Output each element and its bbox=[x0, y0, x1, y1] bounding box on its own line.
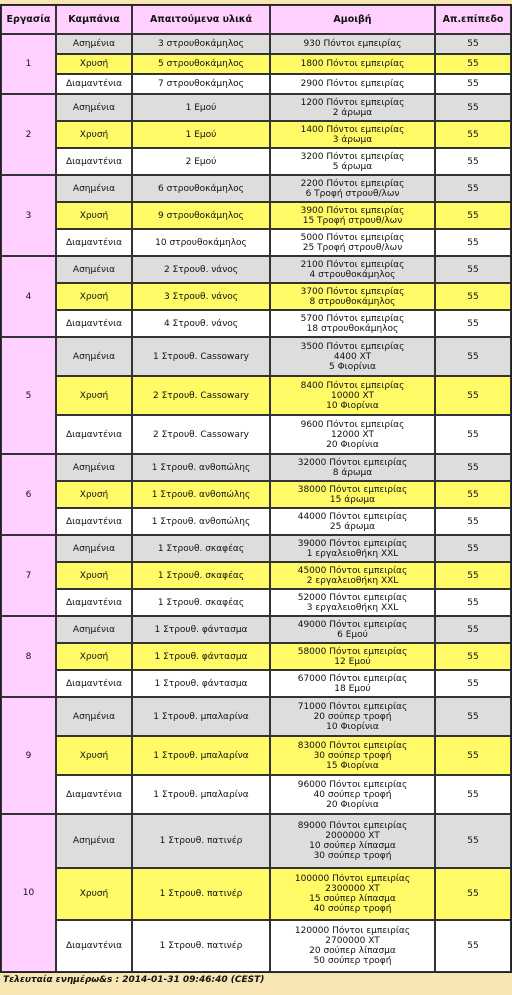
reward-cell bbox=[270, 148, 435, 175]
campaign-cell: Ασημένια bbox=[56, 535, 132, 562]
campaign-cell: Διαμαντένια bbox=[56, 229, 132, 256]
materials-cell: 2 Στρουθ. Cassowary bbox=[132, 415, 270, 454]
campaign-cell: Ασημένια bbox=[56, 814, 132, 868]
reward-cell bbox=[270, 454, 435, 481]
reward-line: 2300000 XT bbox=[325, 884, 380, 894]
campaign-cell: Διαμαντένια bbox=[56, 920, 132, 972]
reward-line: 9600 Πόντοι εμπειρίας bbox=[300, 419, 405, 430]
table-row bbox=[1, 736, 511, 775]
materials-cell: 1 Στρουθ. φάντασμα bbox=[132, 643, 270, 670]
campaign-cell: Χρυσή bbox=[56, 376, 132, 415]
reward-line: 15 Φιορίνια bbox=[326, 760, 379, 771]
table-row bbox=[1, 202, 511, 229]
campaign-cell: Χρυσή bbox=[56, 283, 132, 310]
campaign-cell: Διαμαντένια bbox=[56, 415, 132, 454]
materials-cell: 1 Στρουθ. φάντασμα bbox=[132, 616, 270, 643]
table-row bbox=[1, 34, 511, 54]
reward-line: 2700000 XT bbox=[325, 936, 380, 946]
reward-line: 10000 XT bbox=[331, 390, 374, 401]
campaign-cell: Διαμαντένια bbox=[56, 775, 132, 814]
campaign-cell: Ασημένια bbox=[56, 454, 132, 481]
materials-cell: 1 Στρουθ. Cassowary bbox=[132, 337, 270, 376]
tasks-table bbox=[0, 4, 512, 973]
reward-cell bbox=[270, 415, 435, 454]
reward-cell bbox=[270, 121, 435, 148]
level-cell: 55 bbox=[435, 868, 511, 920]
materials-cell: 1 Στρουθ. πατινέρ bbox=[132, 814, 270, 868]
table-row bbox=[1, 697, 511, 736]
reward-line: 2100 Πόντοι εμπειρίας bbox=[300, 259, 405, 270]
reward-line: 25 Τροφή στρουθ/λων bbox=[302, 242, 403, 253]
table-row bbox=[1, 643, 511, 670]
reward-cell bbox=[270, 920, 435, 972]
level-cell: 55 bbox=[435, 736, 511, 775]
table-row bbox=[1, 54, 511, 74]
table-row bbox=[1, 229, 511, 256]
reward-line: 83000 Πόντοι εμπειρίας bbox=[297, 740, 408, 751]
reward-line: 32000 Πόντοι εμπειρίας bbox=[297, 457, 408, 468]
level-cell: 55 bbox=[435, 337, 511, 376]
campaign-cell: Ασημένια bbox=[56, 175, 132, 202]
materials-cell: 1 Στρουθ. μπαλαρίνα bbox=[132, 736, 270, 775]
materials-cell: 1 Στρουθ. μπαλαρίνα bbox=[132, 775, 270, 814]
task-number: 8 bbox=[1, 616, 56, 697]
reward-line: 20 σούπερ τροφή bbox=[313, 711, 392, 722]
reward-line: 2900 Πόντοι εμπειρίας bbox=[300, 79, 405, 89]
reward-cell bbox=[270, 775, 435, 814]
materials-cell: 2 Εμού bbox=[132, 148, 270, 175]
level-cell: 55 bbox=[435, 454, 511, 481]
reward-line: 96000 Πόντοι εμπειρίας bbox=[297, 779, 408, 790]
materials-cell: 1 Στρουθ. σκαφέας bbox=[132, 589, 270, 616]
reward-line: 1400 Πόντοι εμπειρίας bbox=[300, 124, 405, 135]
task-number: 6 bbox=[1, 454, 56, 535]
campaign-cell: Ασημένια bbox=[56, 94, 132, 121]
reward-line: 6 Εμού bbox=[337, 629, 368, 640]
materials-cell: 1 Στρουθ. φάντασμα bbox=[132, 670, 270, 697]
reward-line: 1200 Πόντοι εμπειρίας bbox=[300, 97, 405, 108]
level-cell: 55 bbox=[435, 697, 511, 736]
task-number: 2 bbox=[1, 94, 56, 175]
reward-line: 1 εργαλειοθήκη XXL bbox=[306, 548, 399, 559]
table-row bbox=[1, 920, 511, 972]
header-materials: Απαιτούμενα υλικά bbox=[132, 5, 270, 34]
header-row bbox=[1, 5, 511, 34]
task-number: 4 bbox=[1, 256, 56, 337]
reward-cell bbox=[270, 868, 435, 920]
materials-cell: 1 Εμού bbox=[132, 94, 270, 121]
header-campaign: Καμπάνια bbox=[56, 5, 132, 34]
reward-cell bbox=[270, 562, 435, 589]
reward-line: 52000 Πόντοι εμπειρίας bbox=[297, 592, 408, 603]
level-cell: 55 bbox=[435, 121, 511, 148]
materials-cell: 1 Στρουθ. ανθοπώλης bbox=[132, 508, 270, 535]
reward-line: 6 Τροφή στρουθ/λων bbox=[305, 188, 400, 199]
reward-cell bbox=[270, 256, 435, 283]
task-number: 1 bbox=[1, 34, 56, 94]
reward-line: 20 Φιορίνια bbox=[326, 439, 379, 450]
reward-cell bbox=[270, 74, 435, 94]
table-row bbox=[1, 454, 511, 481]
level-cell: 55 bbox=[435, 34, 511, 54]
materials-cell: 3 στρουθοκάμηλος bbox=[132, 34, 270, 54]
level-cell: 55 bbox=[435, 310, 511, 337]
table-row bbox=[1, 310, 511, 337]
reward-line: 3 εργαλειοθήκη XXL bbox=[306, 602, 399, 613]
reward-line: 18 Εμού bbox=[334, 683, 371, 694]
campaign-cell: Ασημένια bbox=[56, 256, 132, 283]
reward-cell bbox=[270, 175, 435, 202]
materials-cell: 1 Στρουθ. πατινέρ bbox=[132, 868, 270, 920]
reward-line: 2000000 XT bbox=[325, 831, 380, 841]
reward-line: 12000 XT bbox=[331, 429, 374, 440]
reward-line: 20 Φιορίνια bbox=[326, 799, 379, 810]
reward-cell bbox=[270, 310, 435, 337]
reward-line: 10 σούπερ λίπασμα bbox=[309, 841, 396, 851]
reward-cell bbox=[270, 481, 435, 508]
reward-line: 39000 Πόντοι εμπειρίας bbox=[297, 538, 408, 549]
table-row bbox=[1, 535, 511, 562]
reward-line: 20 σούπερ λίπασμα bbox=[309, 946, 396, 956]
reward-line: 71000 Πόντοι εμπειρίας bbox=[297, 701, 408, 712]
level-cell: 55 bbox=[435, 589, 511, 616]
materials-cell: 5 στρουθοκάμηλος bbox=[132, 54, 270, 74]
reward-cell bbox=[270, 337, 435, 376]
campaign-cell: Χρυσή bbox=[56, 736, 132, 775]
level-cell: 55 bbox=[435, 256, 511, 283]
materials-cell: 1 Στρουθ. ανθοπώλης bbox=[132, 481, 270, 508]
table-row bbox=[1, 415, 511, 454]
reward-line: 1800 Πόντοι εμπειρίας bbox=[300, 59, 405, 69]
reward-cell bbox=[270, 535, 435, 562]
level-cell: 55 bbox=[435, 415, 511, 454]
reward-line: 12 Εμού bbox=[334, 656, 371, 667]
reward-line: 5700 Πόντοι εμπειρίας bbox=[300, 313, 405, 324]
reward-line: 3200 Πόντοι εμπειρίας bbox=[300, 151, 405, 162]
reward-line: 40 σούπερ τροφή bbox=[313, 904, 392, 914]
campaign-cell: Χρυσή bbox=[56, 643, 132, 670]
reward-line: 4 στρουθοκάμηλος bbox=[309, 269, 396, 280]
table-row bbox=[1, 337, 511, 376]
table-row bbox=[1, 148, 511, 175]
materials-cell: 9 στρουθοκάμηλος bbox=[132, 202, 270, 229]
reward-line: 30 σούπερ τροφή bbox=[313, 750, 392, 761]
reward-cell bbox=[270, 229, 435, 256]
reward-line: 50 σούπερ τροφή bbox=[313, 956, 392, 966]
header-reward: Αμοιβή bbox=[270, 5, 435, 34]
table-row bbox=[1, 175, 511, 202]
reward-line: 58000 Πόντοι εμπειρίας bbox=[297, 646, 408, 657]
reward-line: 2 άρωμα bbox=[332, 107, 373, 118]
reward-line: 3700 Πόντοι εμπειρίας bbox=[300, 286, 405, 297]
campaign-cell: Διαμαντένια bbox=[56, 589, 132, 616]
level-cell: 55 bbox=[435, 616, 511, 643]
campaign-cell: Διαμαντένια bbox=[56, 670, 132, 697]
reward-line: 49000 Πόντοι εμπειρίας bbox=[297, 619, 408, 630]
materials-cell: 1 Στρουθ. μπαλαρίνα bbox=[132, 697, 270, 736]
table-row bbox=[1, 814, 511, 868]
reward-line: 120000 Πόντοι εμπειρίας bbox=[294, 926, 411, 936]
campaign-cell: Ασημένια bbox=[56, 697, 132, 736]
table-row bbox=[1, 589, 511, 616]
task-number: 3 bbox=[1, 175, 56, 256]
table-row bbox=[1, 481, 511, 508]
materials-cell: 6 στρουθοκάμηλος bbox=[132, 175, 270, 202]
task-number: 9 bbox=[1, 697, 56, 814]
level-cell: 55 bbox=[435, 175, 511, 202]
reward-cell bbox=[270, 376, 435, 415]
table-row bbox=[1, 121, 511, 148]
reward-line: 8400 Πόντοι εμπειρίας bbox=[300, 380, 405, 391]
level-cell: 55 bbox=[435, 775, 511, 814]
campaign-cell: Διαμαντένια bbox=[56, 310, 132, 337]
materials-cell: 10 στρουθοκάμηλος bbox=[132, 229, 270, 256]
reward-cell bbox=[270, 202, 435, 229]
reward-cell bbox=[270, 643, 435, 670]
materials-cell: 1 Εμού bbox=[132, 121, 270, 148]
table-row bbox=[1, 283, 511, 310]
reward-line: 5000 Πόντοι εμπειρίας bbox=[300, 232, 405, 243]
reward-line: 8 άρωμα bbox=[332, 467, 373, 478]
reward-line: 89000 Πόντοι εμπειρίας bbox=[297, 821, 408, 831]
campaign-cell: Χρυσή bbox=[56, 868, 132, 920]
level-cell: 55 bbox=[435, 535, 511, 562]
table-row bbox=[1, 256, 511, 283]
table-row bbox=[1, 508, 511, 535]
reward-cell bbox=[270, 697, 435, 736]
campaign-cell: Διαμαντένια bbox=[56, 74, 132, 94]
level-cell: 55 bbox=[435, 202, 511, 229]
reward-line: 930 Πόντοι εμπειρίας bbox=[303, 39, 402, 49]
reward-line: 3900 Πόντοι εμπειρίας bbox=[300, 205, 405, 216]
reward-cell bbox=[270, 54, 435, 74]
level-cell: 55 bbox=[435, 814, 511, 868]
reward-line: 15 άρωμα bbox=[329, 494, 376, 505]
reward-cell bbox=[270, 616, 435, 643]
reward-line: 15 σούπερ λίπασμα bbox=[309, 894, 396, 904]
level-cell: 55 bbox=[435, 54, 511, 74]
reward-cell bbox=[270, 736, 435, 775]
materials-cell: 3 Στρουθ. νάνος bbox=[132, 283, 270, 310]
campaign-cell: Διαμαντένια bbox=[56, 148, 132, 175]
reward-line: 2 εργαλειοθήκη XXL bbox=[306, 575, 399, 586]
level-cell: 55 bbox=[435, 670, 511, 697]
campaign-cell: Χρυσή bbox=[56, 121, 132, 148]
reward-cell bbox=[270, 589, 435, 616]
materials-cell: 2 Στρουθ. νάνος bbox=[132, 256, 270, 283]
campaign-cell: Ασημένια bbox=[56, 337, 132, 376]
level-cell: 55 bbox=[435, 376, 511, 415]
materials-cell: 7 στρουθοκάμηλος bbox=[132, 74, 270, 94]
header-task: Εργασία bbox=[1, 5, 56, 34]
reward-cell bbox=[270, 508, 435, 535]
reward-line: 10 Φιορίνια bbox=[326, 400, 379, 411]
reward-line: 40 σούπερ τροφή bbox=[313, 789, 392, 800]
reward-line: 3 άρωμα bbox=[332, 134, 373, 145]
level-cell: 55 bbox=[435, 229, 511, 256]
last-updated: Τελευταία ενημέρω&s : 2014-01-31 09:46:40 (CEST) bbox=[3, 975, 265, 985]
reward-line: 4400 XT bbox=[333, 351, 372, 362]
materials-cell: 1 Στρουθ. ανθοπώλης bbox=[132, 454, 270, 481]
reward-line: 45000 Πόντοι εμπειρίας bbox=[297, 565, 408, 576]
header-level: Απ.επίπεδο bbox=[435, 5, 511, 34]
materials-cell: 2 Στρουθ. Cassowary bbox=[132, 376, 270, 415]
reward-line: 10 Φιορίνια bbox=[326, 721, 379, 732]
table-row bbox=[1, 94, 511, 121]
level-cell: 55 bbox=[435, 148, 511, 175]
reward-line: 3500 Πόντοι εμπειρίας bbox=[300, 341, 405, 352]
table-row bbox=[1, 616, 511, 643]
reward-line: 15 Τροφή στρουθ/λων bbox=[302, 215, 403, 226]
task-number: 7 bbox=[1, 535, 56, 616]
reward-line: 8 στρουθοκάμηλος bbox=[309, 296, 396, 307]
campaign-cell: Χρυσή bbox=[56, 202, 132, 229]
task-number: 10 bbox=[1, 814, 56, 972]
reward-line: 2200 Πόντοι εμπειρίας bbox=[300, 178, 405, 189]
level-cell: 55 bbox=[435, 643, 511, 670]
table-row bbox=[1, 562, 511, 589]
level-cell: 55 bbox=[435, 920, 511, 972]
campaign-cell: Χρυσή bbox=[56, 54, 132, 74]
reward-line: 18 στρουθοκάμηλος bbox=[306, 323, 399, 334]
table-row bbox=[1, 74, 511, 94]
materials-cell: 4 Στρουθ. νάνος bbox=[132, 310, 270, 337]
level-cell: 55 bbox=[435, 508, 511, 535]
campaign-cell: Χρυσή bbox=[56, 481, 132, 508]
level-cell: 55 bbox=[435, 481, 511, 508]
campaign-cell: Χρυσή bbox=[56, 562, 132, 589]
reward-line: 44000 Πόντοι εμπειρίας bbox=[297, 511, 408, 522]
table-row bbox=[1, 775, 511, 814]
campaign-cell: Διαμαντένια bbox=[56, 508, 132, 535]
tasks-body bbox=[1, 34, 511, 972]
reward-cell bbox=[270, 670, 435, 697]
reward-line: 5 άρωμα bbox=[332, 161, 373, 172]
reward-cell bbox=[270, 34, 435, 54]
reward-cell bbox=[270, 814, 435, 868]
campaign-cell: Ασημένια bbox=[56, 34, 132, 54]
reward-line: 25 άρωμα bbox=[329, 521, 376, 532]
reward-cell bbox=[270, 94, 435, 121]
reward-line: 5 Φιορίνια bbox=[329, 361, 376, 372]
level-cell: 55 bbox=[435, 283, 511, 310]
reward-cell bbox=[270, 283, 435, 310]
reward-line: 30 σούπερ τροφή bbox=[313, 851, 392, 861]
reward-line: 38000 Πόντοι εμπειρίας bbox=[297, 484, 408, 495]
campaign-cell: Ασημένια bbox=[56, 616, 132, 643]
reward-line: 67000 Πόντοι εμπειρίας bbox=[297, 673, 408, 684]
level-cell: 55 bbox=[435, 94, 511, 121]
table-row bbox=[1, 376, 511, 415]
level-cell: 55 bbox=[435, 74, 511, 94]
task-number: 5 bbox=[1, 337, 56, 454]
table-row bbox=[1, 670, 511, 697]
table-row bbox=[1, 868, 511, 920]
materials-cell: 1 Στρουθ. σκαφέας bbox=[132, 562, 270, 589]
materials-cell: 1 Στρουθ. σκαφέας bbox=[132, 535, 270, 562]
reward-line: 100000 Πόντοι εμπειρίας bbox=[294, 874, 411, 884]
level-cell: 55 bbox=[435, 562, 511, 589]
materials-cell: 1 Στρουθ. πατινέρ bbox=[132, 920, 270, 972]
